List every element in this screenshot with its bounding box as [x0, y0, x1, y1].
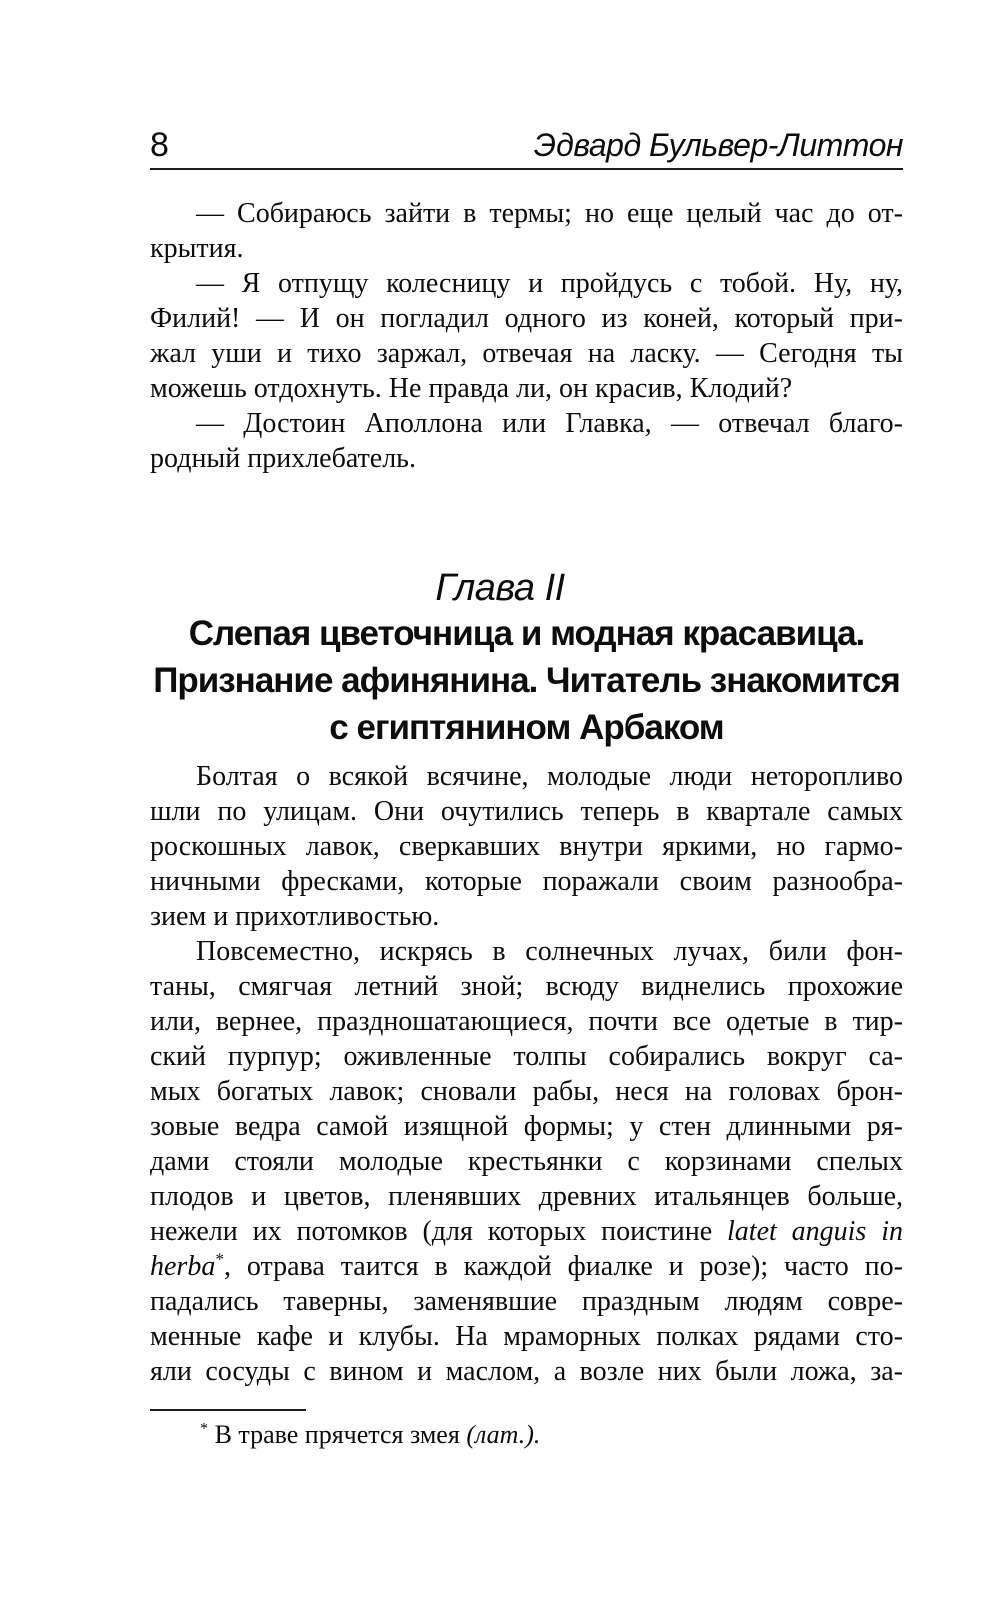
- text-segment: нежели их потомков (для которых поистине: [150, 1216, 728, 1247]
- text-line: [150, 1179, 903, 1214]
- text-segment: , отрава таится в каждой фиалке и розе); часто по-: [224, 1251, 903, 1282]
- page-header: [150, 128, 903, 170]
- body-text-after-heading: [150, 759, 903, 1389]
- text-segment: крытия.: [150, 233, 244, 264]
- text-line: [150, 1004, 903, 1039]
- footnote-separator: [150, 1409, 306, 1411]
- text-segment: Болтая о всякой всячине, молодые люди неторопливо: [196, 761, 903, 792]
- text-line: [150, 1354, 903, 1389]
- text-line: [150, 371, 903, 406]
- text-line: [150, 969, 903, 1004]
- text-line: [150, 934, 903, 969]
- text-line: [150, 829, 903, 864]
- text-segment: жал уши и тихо заржал, отвечая на ласку. — Сегодня ты: [150, 338, 903, 369]
- text-segment: плодов и цветов, пленявших древних итальянцев больше,: [150, 1181, 903, 1212]
- text-segment: — Собираюсь зайти в термы; но еще целый час до от-: [196, 198, 903, 229]
- text-segment: дами стояли молодые крестьянки с корзинами спелых: [150, 1146, 903, 1177]
- text-segment: родный прихлебатель.: [150, 443, 416, 474]
- text-line: [150, 1319, 903, 1354]
- footnote-marker: *: [215, 1249, 225, 1269]
- text-segment: зовые ведра самой изящной формы; у стен длинными ря-: [150, 1111, 903, 1142]
- text-segment: herba: [150, 1251, 216, 1282]
- chapter-title-line: Признание афинянина. Читатель знакомится: [153, 661, 900, 700]
- chapter-title: [150, 610, 903, 751]
- text-segment: latet anguis in: [727, 1216, 903, 1247]
- footnote-text: [150, 1419, 903, 1451]
- text-segment: ский пурпур; оживленные толпы собирались вокруг са-: [150, 1041, 903, 1072]
- text-line: [150, 266, 903, 301]
- text-segment: — Я отпущу колесницу и пройдусь с тобой. Ну, ну,: [196, 268, 903, 299]
- text-line: [150, 794, 903, 829]
- text-segment: или, вернее, праздношатающиеся, почти все одетые в тир-: [150, 1006, 903, 1037]
- text-line: [150, 441, 903, 476]
- text-line: [150, 231, 903, 266]
- text-segment: можешь отдохнуть. Не правда ли, он красив, Клодий?: [150, 373, 793, 404]
- text-line: [150, 336, 903, 371]
- text-line: [150, 1039, 903, 1074]
- paragraph: [150, 196, 903, 266]
- text-segment: таны, смягчая летний зной; всюду виднелись прохожие: [150, 971, 903, 1002]
- paragraph: [150, 266, 903, 406]
- paragraph: [150, 406, 903, 476]
- chapter-title-line: с египтянином Арбаком: [329, 708, 724, 747]
- text-segment: (лат.).: [466, 1420, 541, 1449]
- footnote: [150, 1419, 903, 1451]
- text-line: [150, 899, 903, 934]
- footnote-marker: *: [200, 1420, 209, 1438]
- running-title: Эдвард Бульвер-Литтон: [533, 127, 903, 163]
- text-segment: Повсеместно, искрясь в солнечных лучах, били фон-: [196, 936, 903, 967]
- text-segment: роскошных лавок, сверкавших внутри яркими, но гармо-: [150, 831, 903, 862]
- text-line: [150, 864, 903, 899]
- text-segment: шли по улицам. Они очутились теперь в квартале самых: [150, 796, 903, 827]
- text-segment: мых богатых лавок; сновали рабы, неся на головах брон-: [150, 1076, 903, 1107]
- text-segment: Филий! — И он погладил одного из коней, который при-: [150, 303, 903, 334]
- text-line: [150, 406, 903, 441]
- body-text-before-heading: [150, 196, 903, 476]
- text-line: [150, 1284, 903, 1319]
- paragraph: [150, 759, 903, 934]
- text-segment: яли сосуды с вином и маслом, а возле них были ложа, за-: [150, 1356, 903, 1387]
- text-segment: менные кафе и клубы. На мраморных полках рядами сто-: [150, 1321, 903, 1352]
- text-segment: зием и прихотливостью.: [150, 901, 440, 932]
- text-line: [150, 1214, 903, 1249]
- text-line: [150, 1074, 903, 1109]
- text-line: [150, 1144, 903, 1179]
- text-line: [150, 759, 903, 794]
- page-number: 8: [150, 126, 169, 164]
- text-line: [150, 301, 903, 336]
- text-line: [150, 1109, 903, 1144]
- chapter-label: Глава II: [435, 567, 565, 609]
- text-line: [150, 1249, 903, 1284]
- text-segment: В траве прячется змея: [208, 1420, 467, 1449]
- text-line: [150, 196, 903, 231]
- chapter-title-line: Слепая цветочница и модная красавица.: [188, 614, 865, 653]
- paragraph: [150, 934, 903, 1389]
- text-segment: падались таверны, заменявшие праздным людям совре-: [150, 1286, 903, 1317]
- text-segment: ничными фресками, которые поражали своим разнообра-: [150, 866, 903, 897]
- text-segment: — Достоин Аполлона или Главка, — отвечал благо-: [196, 408, 903, 439]
